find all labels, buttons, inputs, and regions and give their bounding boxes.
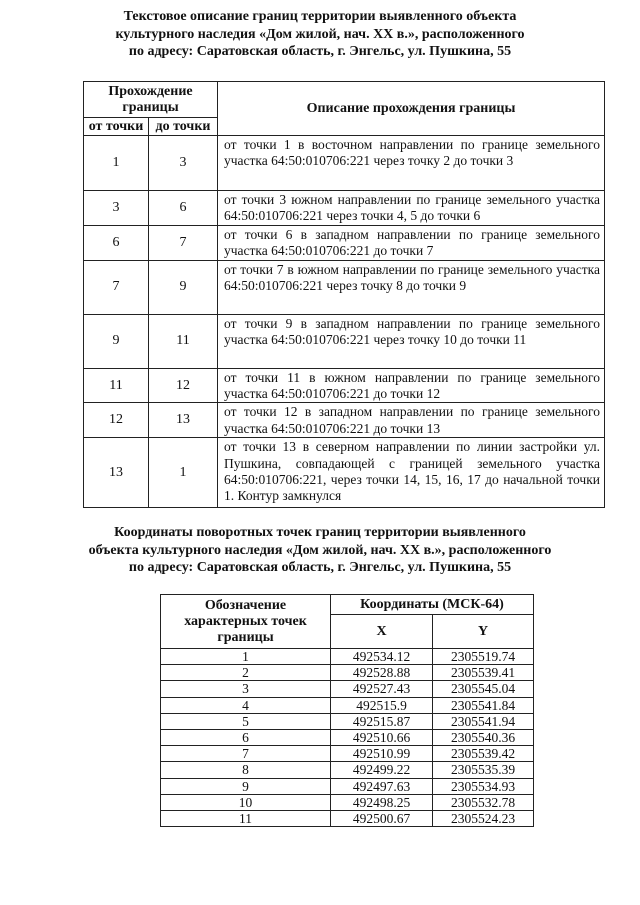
point-number-cell: 6 [161,730,331,746]
table-row [84,368,605,403]
y-coordinate-cell: 2305532.78 [433,794,534,810]
header-x: X [331,615,433,649]
title-line: по адресу: Саратовская область, г. Энгельс, ул. Пушкина, 55 [128,560,512,575]
to-point-cell: 9 [149,260,218,314]
y-coordinate-cell: 2305541.84 [433,697,534,713]
to-point-cell: 1 [149,438,218,508]
table-row [161,778,534,794]
table-row [161,762,534,778]
description-cell: от точки 9 в западном направлении по границе земельного участка 64:50:010706:221 через точку 10 до точки 11 [218,314,605,368]
to-point-cell: 11 [149,314,218,368]
header-from-point: от точки [84,118,149,136]
table-row [161,794,534,810]
header-boundary-description: Описание прохождения границы [218,82,605,136]
table-row [84,260,605,314]
table-row [84,314,605,368]
table-row [161,811,534,827]
from-point-cell: 1 [84,136,149,191]
point-number-cell: 7 [161,746,331,762]
from-point-cell: 7 [84,260,149,314]
y-coordinate-cell: 2305535.39 [433,762,534,778]
x-coordinate-cell: 492527.43 [331,681,433,697]
point-number-cell: 4 [161,697,331,713]
from-point-cell: 12 [84,403,149,438]
description-cell: от точки 6 в западном направлении по границе земельного участка 64:50:010706:221 до точки 7 [218,225,605,260]
y-coordinate-cell: 2305524.23 [433,811,534,827]
description-cell: от точки 13 в северном направлении по линии застройки ул. Пушкина, совпадающей с границей земельного участка 64:50:010706:221, через точки 14, 15, 16, 17 до начальной точки 1. Контур замкнулся [218,438,605,508]
point-number-cell: 9 [161,778,331,794]
y-coordinate-cell: 2305545.04 [433,681,534,697]
point-number-cell: 2 [161,665,331,681]
title-line: объекта культурного наследия «Дом жилой, нач. XX в.», расположенного [88,542,552,558]
y-coordinate-cell: 2305540.36 [433,730,534,746]
x-coordinate-cell: 492500.67 [331,811,433,827]
header-point-designation: Обозначение характерных точек границы [161,595,331,649]
y-coordinate-cell: 2305534.93 [433,778,534,794]
header-y: Y [433,615,534,649]
description-cell: от точки 11 в южном направлении по границе земельного участка 64:50:010706:221 до точки 12 [218,368,605,403]
header-to-point: до точки [149,118,218,136]
from-point-cell: 3 [84,191,149,226]
to-point-cell: 12 [149,368,218,403]
header-coordinates: Координаты (МСК-64) [331,595,534,615]
title-line: Текстовое описание границ территории выявленного объекта [123,9,517,24]
point-number-cell: 10 [161,794,331,810]
to-point-cell: 6 [149,191,218,226]
x-coordinate-cell: 492528.88 [331,665,433,681]
description-cell: от точки 1 в восточном направлении по границе земельного участка 64:50:010706:221 через точку 2 до точки 3 [218,136,605,191]
table-row [161,681,534,697]
to-point-cell: 7 [149,225,218,260]
boundary-description-title [70,8,570,61]
header-boundary-passage: Прохождение границы [84,82,218,118]
boundary-description-table [83,81,605,508]
title-line: культурного наследия «Дом жилой, нач. XX в.», расположенного [115,26,525,42]
table-row [161,665,534,681]
coordinates-title [60,524,580,577]
point-number-cell: 11 [161,811,331,827]
table-row [84,403,605,438]
x-coordinate-cell: 492497.63 [331,778,433,794]
x-coordinate-cell: 492499.22 [331,762,433,778]
y-coordinate-cell: 2305539.41 [433,665,534,681]
y-coordinate-cell: 2305541.94 [433,713,534,729]
from-point-cell: 11 [84,368,149,403]
x-coordinate-cell: 492534.12 [331,649,433,665]
x-coordinate-cell: 492515.87 [331,713,433,729]
description-cell: от точки 3 южном направлении по границе земельного участка 64:50:010706:221 через точки 4, 5 до точки 6 [218,191,605,226]
table-row [84,191,605,226]
table-row [161,649,534,665]
y-coordinate-cell: 2305539.42 [433,746,534,762]
description-cell: от точки 7 в южном направлении по границе земельного участка 64:50:010706:221 через точку 8 до точки 9 [218,260,605,314]
table-row [84,438,605,508]
description-cell: от точки 12 в западном направлении по границе земельного участка 64:50:010706:221 до точки 13 [218,403,605,438]
to-point-cell: 13 [149,403,218,438]
title-line: по адресу: Саратовская область, г. Энгельс, ул. Пушкина, 55 [128,44,512,59]
table-row [161,746,534,762]
x-coordinate-cell: 492510.66 [331,730,433,746]
to-point-cell: 3 [149,136,218,191]
point-number-cell: 5 [161,713,331,729]
point-number-cell: 1 [161,649,331,665]
table-row [161,713,534,729]
from-point-cell: 6 [84,225,149,260]
coordinates-table [160,594,534,827]
title-line: Координаты поворотных точек границ территории выявленного [114,525,526,540]
x-coordinate-cell: 492515.9 [331,697,433,713]
x-coordinate-cell: 492510.99 [331,746,433,762]
x-coordinate-cell: 492498.25 [331,794,433,810]
table-row [84,225,605,260]
table-row [84,136,605,191]
point-number-cell: 8 [161,762,331,778]
table-row [161,730,534,746]
point-number-cell: 3 [161,681,331,697]
from-point-cell: 9 [84,314,149,368]
y-coordinate-cell: 2305519.74 [433,649,534,665]
table-row [161,697,534,713]
from-point-cell: 13 [84,438,149,508]
